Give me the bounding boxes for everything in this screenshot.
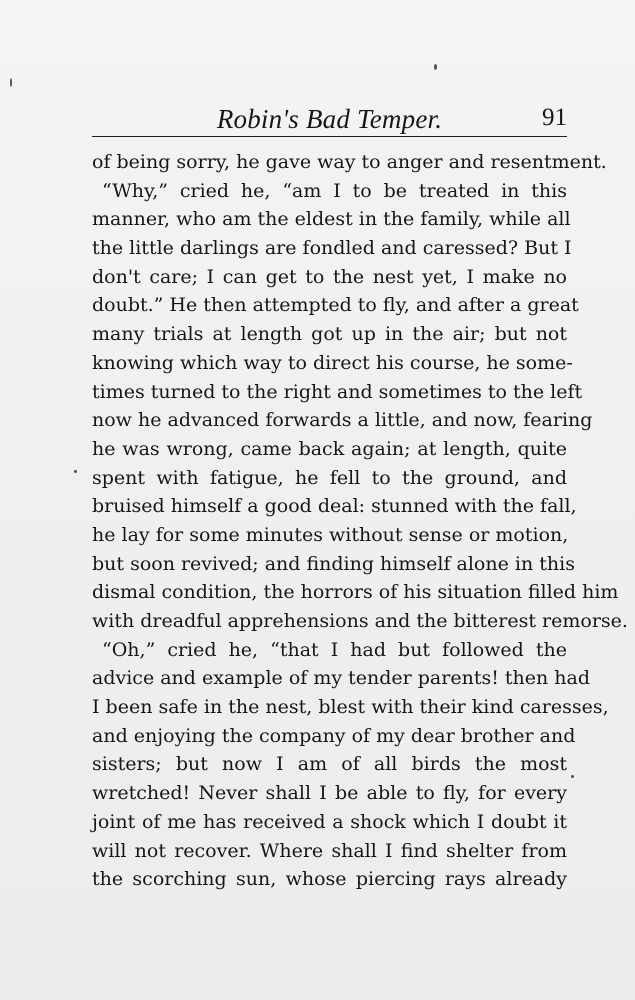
text-line: bruised himself a good deal: stunned with the fall, xyxy=(92,495,577,518)
text-line: “Oh,” cried he, “that I had but followed the xyxy=(102,638,567,661)
paper-speck xyxy=(74,470,77,473)
text-line: and enjoying the company of my dear brother and xyxy=(92,724,576,747)
text-line: sisters; but now I am of all birds the most xyxy=(92,753,567,776)
text-line: I been safe in the nest, blest with their kind caresses, xyxy=(92,696,609,719)
text-line: with dreadful apprehensions and the bitterest remorse. xyxy=(92,610,628,632)
text-line: knowing which way to direct his course, he some- xyxy=(92,351,573,374)
text-line: don't care; I can get to the nest yet, I make no xyxy=(92,265,567,288)
text-line: manner, who am the eldest in the family, while all xyxy=(92,208,571,231)
paper-speck xyxy=(434,64,437,70)
text-line: dismal condition, the horrors of his situation filled him xyxy=(92,581,619,604)
page-header xyxy=(92,100,567,136)
paper-speck xyxy=(10,78,12,87)
text-line: will not recover. Where shall I find shelter from xyxy=(92,839,567,862)
text-line: “Why,” cried he, “am I to be treated in this xyxy=(102,179,567,202)
text-line: advice and example of my tender parents! then had xyxy=(92,667,590,690)
text-line: the little darlings are fondled and caressed? But I xyxy=(92,237,572,260)
text-line: of being sorry, he gave way to anger and resentment. xyxy=(92,151,607,173)
text-line: he was wrong, came back again; at length, quite xyxy=(92,437,567,460)
text-line: the scorching sun, whose piercing rays already xyxy=(92,868,567,891)
text-line: spent with fatigue, he fell to the ground, and xyxy=(92,466,567,489)
body-text xyxy=(92,148,628,894)
text-line: now he advanced forwards a little, and now, fearing xyxy=(92,409,593,432)
paper-speck xyxy=(571,775,574,778)
text-line: times turned to the right and sometimes to the left xyxy=(92,380,583,403)
text-line: joint of me has received a shock which I doubt it xyxy=(92,810,567,833)
running-title: Robin's Bad Temper. xyxy=(216,104,443,134)
page-number: 91 xyxy=(542,104,567,131)
header-rule xyxy=(92,136,567,137)
text-line: doubt.” He then attempted to fly, and after a great xyxy=(92,294,579,317)
text-line: wretched! Never shall I be able to fly, for every xyxy=(92,782,567,805)
text-line: he lay for some minutes without sense or motion, xyxy=(92,523,569,546)
text-line: but soon revived; and finding himself alone in this xyxy=(92,552,575,575)
text-line: many trials at length got up in the air; but not xyxy=(92,323,567,346)
